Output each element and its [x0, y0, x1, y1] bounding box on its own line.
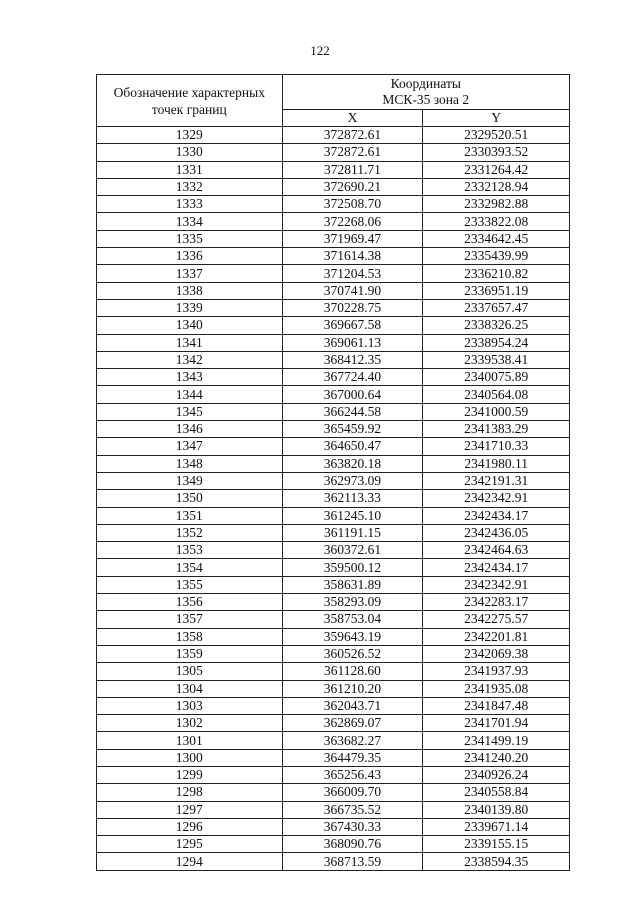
- point-id-cell: 1298: [97, 784, 283, 801]
- table-row: [97, 784, 570, 801]
- point-id-cell: 1356: [97, 594, 283, 611]
- table-row: [97, 663, 570, 680]
- x-coordinate-cell: 360526.52: [282, 645, 423, 662]
- y-coordinate-cell: 2329520.51: [423, 127, 570, 144]
- y-coordinate-cell: 2341499.19: [423, 732, 570, 749]
- point-id-cell: 1349: [97, 472, 283, 489]
- point-id-cell: 1334: [97, 213, 283, 230]
- point-id-cell: 1302: [97, 715, 283, 732]
- x-coordinate-cell: 364479.35: [282, 749, 423, 766]
- point-id-cell: 1355: [97, 576, 283, 593]
- point-id-cell: 1338: [97, 282, 283, 299]
- point-id-cell: 1342: [97, 351, 283, 368]
- table-row: [97, 559, 570, 576]
- point-id-cell: 1336: [97, 248, 283, 265]
- y-coordinate-cell: 2338326.25: [423, 317, 570, 334]
- x-coordinate-cell: 362869.07: [282, 715, 423, 732]
- y-coordinate-cell: 2333822.08: [423, 213, 570, 230]
- y-coordinate-cell: 2342434.17: [423, 559, 570, 576]
- x-coordinate-cell: 363820.18: [282, 455, 423, 472]
- y-coordinate-cell: 2342191.31: [423, 472, 570, 489]
- point-id-cell: 1347: [97, 438, 283, 455]
- y-coordinate-cell: 2341937.93: [423, 663, 570, 680]
- y-coordinate-cell: 2337657.47: [423, 299, 570, 316]
- table-row: [97, 299, 570, 316]
- point-id-cell: 1348: [97, 455, 283, 472]
- table-row: [97, 836, 570, 853]
- y-coordinate-cell: 2336210.82: [423, 265, 570, 282]
- y-coordinate-cell: 2340075.89: [423, 369, 570, 386]
- point-id-cell: 1340: [97, 317, 283, 334]
- table-row: [97, 403, 570, 420]
- table-row: [97, 386, 570, 403]
- y-coordinate-cell: 2340926.24: [423, 766, 570, 783]
- table-row: [97, 144, 570, 161]
- point-id-cell: 1357: [97, 611, 283, 628]
- x-coordinate-cell: 361210.20: [282, 680, 423, 697]
- x-coordinate-cell: 363682.27: [282, 732, 423, 749]
- page-number: 122: [310, 43, 330, 58]
- x-coordinate-cell: 372872.61: [282, 144, 423, 161]
- point-id-cell: 1343: [97, 369, 283, 386]
- y-coordinate-cell: 2342342.91: [423, 490, 570, 507]
- point-id-cell: 1297: [97, 801, 283, 818]
- x-coordinate-cell: 368090.76: [282, 836, 423, 853]
- y-coordinate-cell: 2339671.14: [423, 818, 570, 835]
- y-coordinate-cell: 2342434.17: [423, 507, 570, 524]
- y-coordinate-cell: 2341383.29: [423, 421, 570, 438]
- y-coordinate-cell: 2335439.99: [423, 248, 570, 265]
- x-coordinate-cell: 362113.33: [282, 490, 423, 507]
- table-row: [97, 334, 570, 351]
- y-coordinate-cell: 2330393.52: [423, 144, 570, 161]
- y-coordinate-cell: 2341935.08: [423, 680, 570, 697]
- table-row: [97, 766, 570, 783]
- x-coordinate-cell: 372508.70: [282, 196, 423, 213]
- x-coordinate-cell: 367724.40: [282, 369, 423, 386]
- y-coordinate-cell: 2342069.38: [423, 645, 570, 662]
- point-id-cell: 1346: [97, 421, 283, 438]
- point-id-cell: 1352: [97, 524, 283, 541]
- point-id-cell: 1330: [97, 144, 283, 161]
- y-coordinate-cell: 2342436.05: [423, 524, 570, 541]
- point-id-cell: 1300: [97, 749, 283, 766]
- point-id-cell: 1359: [97, 645, 283, 662]
- point-id-cell: 1335: [97, 230, 283, 247]
- x-coordinate-cell: 367000.64: [282, 386, 423, 403]
- point-id-cell: 1354: [97, 559, 283, 576]
- y-coordinate-cell: 2340139.80: [423, 801, 570, 818]
- point-id-cell: 1337: [97, 265, 283, 282]
- table-row: [97, 524, 570, 541]
- x-coordinate-cell: 369061.13: [282, 334, 423, 351]
- y-coordinate-cell: 2340564.08: [423, 386, 570, 403]
- y-coordinate-cell: 2340558.84: [423, 784, 570, 801]
- point-id-cell: 1299: [97, 766, 283, 783]
- y-coordinate-cell: 2332128.94: [423, 178, 570, 195]
- x-coordinate-cell: 358293.09: [282, 594, 423, 611]
- y-coordinate-cell: 2341847.48: [423, 697, 570, 714]
- point-id-cell: 1341: [97, 334, 283, 351]
- x-coordinate-cell: 372811.71: [282, 161, 423, 178]
- table-row: [97, 196, 570, 213]
- table-row: [97, 542, 570, 559]
- x-coordinate-cell: 370228.75: [282, 299, 423, 316]
- table-row: [97, 645, 570, 662]
- table-row: [97, 715, 570, 732]
- x-coordinate-cell: 360372.61: [282, 542, 423, 559]
- table-row: [97, 818, 570, 835]
- point-id-cell: 1333: [97, 196, 283, 213]
- y-coordinate-cell: 2341240.20: [423, 749, 570, 766]
- table-row: [97, 732, 570, 749]
- table-header: [97, 75, 570, 127]
- x-coordinate-cell: 370741.90: [282, 282, 423, 299]
- y-coordinate-cell: 2332982.88: [423, 196, 570, 213]
- table-row: [97, 248, 570, 265]
- point-header-line2: точек границ: [151, 101, 227, 117]
- point-id-cell: 1331: [97, 161, 283, 178]
- coordinates-table: [96, 74, 570, 871]
- table-row: [97, 317, 570, 334]
- point-id-cell: 1295: [97, 836, 283, 853]
- x-column-header: X: [282, 110, 423, 127]
- y-coordinate-cell: 2341710.33: [423, 438, 570, 455]
- table-body: [97, 127, 570, 871]
- x-coordinate-cell: 368713.59: [282, 853, 423, 870]
- x-coordinate-cell: 361191.15: [282, 524, 423, 541]
- x-coordinate-cell: 365256.43: [282, 766, 423, 783]
- table-row: [97, 265, 570, 282]
- y-coordinate-cell: 2338594.35: [423, 853, 570, 870]
- y-coordinate-cell: 2339155.15: [423, 836, 570, 853]
- point-id-cell: 1294: [97, 853, 283, 870]
- table-row: [97, 801, 570, 818]
- x-coordinate-cell: 366009.70: [282, 784, 423, 801]
- x-coordinate-cell: 366735.52: [282, 801, 423, 818]
- table-row: [97, 594, 570, 611]
- x-coordinate-cell: 362043.71: [282, 697, 423, 714]
- point-id-cell: 1305: [97, 663, 283, 680]
- table-row: [97, 490, 570, 507]
- table-row: [97, 507, 570, 524]
- x-coordinate-cell: 359500.12: [282, 559, 423, 576]
- table-row: [97, 161, 570, 178]
- y-coordinate-cell: 2342201.81: [423, 628, 570, 645]
- y-coordinate-cell: 2331264.42: [423, 161, 570, 178]
- y-column-header: Y: [423, 110, 570, 127]
- x-coordinate-cell: 364650.47: [282, 438, 423, 455]
- table-row: [97, 611, 570, 628]
- group-header-line1: Координаты: [390, 76, 461, 91]
- table-row: [97, 749, 570, 766]
- x-coordinate-cell: 371969.47: [282, 230, 423, 247]
- point-id-cell: 1329: [97, 127, 283, 144]
- x-coordinate-cell: 372690.21: [282, 178, 423, 195]
- table-row: [97, 178, 570, 195]
- table-row: [97, 369, 570, 386]
- table-row: [97, 472, 570, 489]
- x-coordinate-cell: 372872.61: [282, 127, 423, 144]
- x-coordinate-cell: 361245.10: [282, 507, 423, 524]
- y-coordinate-cell: 2342464.63: [423, 542, 570, 559]
- table-row: [97, 680, 570, 697]
- table-row: [97, 230, 570, 247]
- x-coordinate-cell: 362973.09: [282, 472, 423, 489]
- point-id-cell: 1339: [97, 299, 283, 316]
- point-id-cell: 1332: [97, 178, 283, 195]
- point-header-line1: Обозначение характерных: [113, 84, 265, 100]
- table-row: [97, 213, 570, 230]
- x-coordinate-cell: 367430.33: [282, 818, 423, 835]
- point-id-cell: 1358: [97, 628, 283, 645]
- x-coordinate-cell: 361128.60: [282, 663, 423, 680]
- point-id-cell: 1353: [97, 542, 283, 559]
- x-coordinate-cell: 371204.53: [282, 265, 423, 282]
- y-coordinate-cell: 2341701.94: [423, 715, 570, 732]
- point-id-cell: 1301: [97, 732, 283, 749]
- y-coordinate-cell: 2336951.19: [423, 282, 570, 299]
- group-header-line2: МСК-35 зона 2: [382, 92, 470, 107]
- point-id-cell: 1304: [97, 680, 283, 697]
- y-coordinate-cell: 2341000.59: [423, 403, 570, 420]
- x-coordinate-cell: 358753.04: [282, 611, 423, 628]
- point-id-cell: 1303: [97, 697, 283, 714]
- y-coordinate-cell: 2339538.41: [423, 351, 570, 368]
- x-coordinate-cell: 366244.58: [282, 403, 423, 420]
- y-coordinate-cell: 2342283.17: [423, 594, 570, 611]
- table-row: [97, 351, 570, 368]
- x-coordinate-cell: 368412.35: [282, 351, 423, 368]
- y-coordinate-cell: 2342275.57: [423, 611, 570, 628]
- table-row: [97, 628, 570, 645]
- table-row: [97, 127, 570, 144]
- table-row: [97, 282, 570, 299]
- table-row: [97, 421, 570, 438]
- x-coordinate-cell: 369667.58: [282, 317, 423, 334]
- x-coordinate-cell: 372268.06: [282, 213, 423, 230]
- point-id-cell: 1344: [97, 386, 283, 403]
- x-coordinate-cell: 359643.19: [282, 628, 423, 645]
- point-designation-header: [97, 75, 283, 127]
- x-coordinate-cell: 358631.89: [282, 576, 423, 593]
- y-coordinate-cell: 2342342.91: [423, 576, 570, 593]
- table-row: [97, 455, 570, 472]
- point-id-cell: 1350: [97, 490, 283, 507]
- x-coordinate-cell: 371614.38: [282, 248, 423, 265]
- y-coordinate-cell: 2334642.45: [423, 230, 570, 247]
- table-row: [97, 697, 570, 714]
- coordinates-group-header: [282, 75, 569, 110]
- y-coordinate-cell: 2341980.11: [423, 455, 570, 472]
- table-row: [97, 576, 570, 593]
- table-row: [97, 853, 570, 870]
- x-coordinate-cell: 365459.92: [282, 421, 423, 438]
- y-coordinate-cell: 2338954.24: [423, 334, 570, 351]
- point-id-cell: 1345: [97, 403, 283, 420]
- point-id-cell: 1351: [97, 507, 283, 524]
- table-row: [97, 438, 570, 455]
- point-id-cell: 1296: [97, 818, 283, 835]
